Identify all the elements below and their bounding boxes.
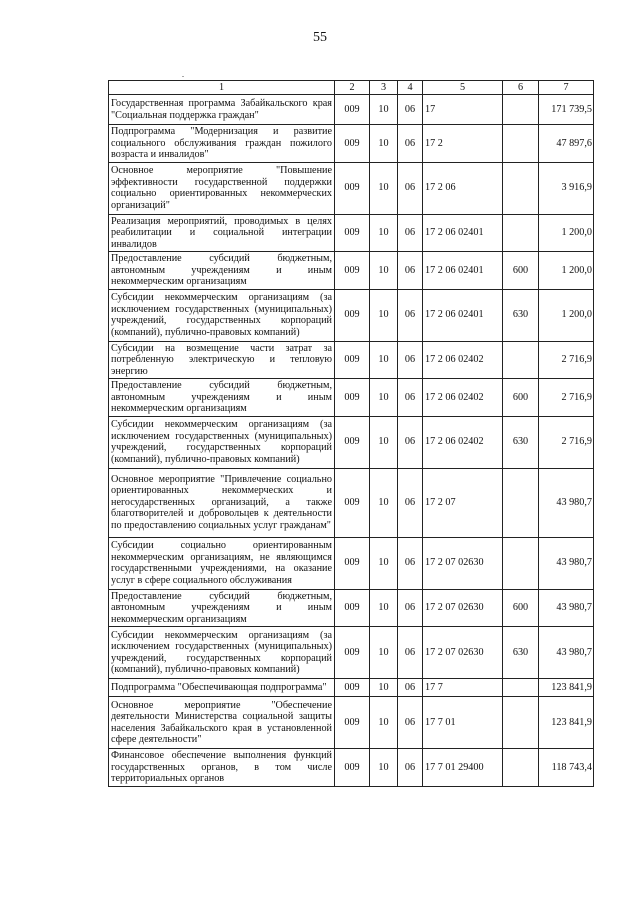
cell-target-code: 17 2 06 02401 [423, 252, 503, 290]
cell-subsection: 06 [398, 125, 423, 163]
cell-target-code: 17 2 07 [423, 468, 503, 537]
table-row [109, 95, 594, 125]
cell-name: Предоставление субсидий бюджетным, автономным учреждениям и иным некоммерческим организациям [109, 589, 335, 627]
cell-expense-kind: 630 [503, 416, 539, 468]
cell-amount: 171 739,5 [539, 95, 594, 125]
cell-subsection: 06 [398, 95, 423, 125]
cell-amount: 43 980,7 [539, 468, 594, 537]
cell-ministry: 009 [335, 289, 370, 341]
cell-target-code: 17 2 06 02402 [423, 416, 503, 468]
cell-expense-kind: 600 [503, 252, 539, 290]
cell-subsection: 06 [398, 589, 423, 627]
cell-amount: 1 200,0 [539, 252, 594, 290]
cell-amount: 1 200,0 [539, 214, 594, 252]
cell-amount: 47 897,6 [539, 125, 594, 163]
header-col-1: 1 [109, 81, 335, 95]
cell-ministry: 009 [335, 95, 370, 125]
cell-subsection: 06 [398, 679, 423, 697]
header-col-2: 2 [335, 81, 370, 95]
cell-subsection: 06 [398, 697, 423, 749]
cell-expense-kind [503, 468, 539, 537]
cell-target-code: 17 2 07 02630 [423, 627, 503, 679]
cell-amount: 123 841,9 [539, 679, 594, 697]
cell-subsection: 06 [398, 749, 423, 787]
table-row [109, 589, 594, 627]
cell-ministry: 009 [335, 252, 370, 290]
cell-ministry: 009 [335, 341, 370, 379]
cell-name: Субсидии некоммерческим организациям (за исключением государственных (муниципальных) учреждений, государственных корпораций (компаний), публично-правовых компаний) [109, 289, 335, 341]
cell-section: 10 [370, 627, 398, 679]
cell-name: Субсидии некоммерческим организациям (за исключением государственных (муниципальных) учреждений, государственных корпораций (компаний), публично-правовых компаний) [109, 416, 335, 468]
header-col-5: 5 [423, 81, 503, 95]
cell-target-code: 17 2 06 [423, 162, 503, 214]
cell-amount: 118 743,4 [539, 749, 594, 787]
cell-ministry: 009 [335, 214, 370, 252]
cell-target-code: 17 2 06 02401 [423, 289, 503, 341]
cell-expense-kind: 600 [503, 379, 539, 417]
cell-section: 10 [370, 162, 398, 214]
cell-ministry: 009 [335, 468, 370, 537]
cell-section: 10 [370, 95, 398, 125]
cell-expense-kind [503, 679, 539, 697]
cell-ministry: 009 [335, 162, 370, 214]
cell-name: Основное мероприятие "Привлечение социально ориентированных некоммерческих и негосударственных организаций, а также благотворителей и добровольцев к деятельности по предоставлению социальных услуг гражданам" [109, 468, 335, 537]
cell-name: Предоставление субсидий бюджетным, автономным учреждениям и иным некоммерческим организациям [109, 252, 335, 290]
table-row [109, 162, 594, 214]
table-row [109, 468, 594, 537]
header-col-4: 4 [398, 81, 423, 95]
cell-subsection: 06 [398, 379, 423, 417]
cell-subsection: 06 [398, 416, 423, 468]
cell-amount: 43 980,7 [539, 627, 594, 679]
cell-amount: 43 980,7 [539, 537, 594, 589]
cell-section: 10 [370, 252, 398, 290]
table-row [109, 627, 594, 679]
header-col-7: 7 [539, 81, 594, 95]
cell-subsection: 06 [398, 214, 423, 252]
header-col-3: 3 [370, 81, 398, 95]
cell-target-code: 17 7 01 [423, 697, 503, 749]
scan-mark: . [182, 70, 184, 79]
cell-section: 10 [370, 679, 398, 697]
cell-target-code: 17 2 [423, 125, 503, 163]
cell-section: 10 [370, 416, 398, 468]
cell-target-code: 17 2 07 02630 [423, 589, 503, 627]
table-row [109, 125, 594, 163]
cell-section: 10 [370, 379, 398, 417]
cell-ministry: 009 [335, 679, 370, 697]
cell-expense-kind [503, 162, 539, 214]
cell-section: 10 [370, 125, 398, 163]
cell-section: 10 [370, 341, 398, 379]
cell-amount: 2 716,9 [539, 379, 594, 417]
cell-target-code: 17 7 [423, 679, 503, 697]
cell-section: 10 [370, 697, 398, 749]
cell-amount: 3 916,9 [539, 162, 594, 214]
cell-subsection: 06 [398, 252, 423, 290]
cell-expense-kind [503, 341, 539, 379]
cell-target-code: 17 2 06 02402 [423, 341, 503, 379]
cell-subsection: 06 [398, 341, 423, 379]
cell-subsection: 06 [398, 627, 423, 679]
cell-amount: 123 841,9 [539, 697, 594, 749]
cell-name: Основное мероприятие "Обеспечение деятельности Министерства социальной защиты населения Забайкальского края в установленной сфере деятельности" [109, 697, 335, 749]
page-number: 55 [313, 30, 327, 45]
cell-expense-kind: 630 [503, 627, 539, 679]
cell-section: 10 [370, 214, 398, 252]
cell-name: Субсидии социально ориентированным некоммерческим организациям, не являющимся государственными учреждениями, на оказание услуг в сфере социального обслуживания [109, 537, 335, 589]
header-col-6: 6 [503, 81, 539, 95]
cell-amount: 2 716,9 [539, 341, 594, 379]
cell-name: Подпрограмма "Модернизация и развитие социального обслуживания граждан пожилого возраста и инвалидов" [109, 125, 335, 163]
cell-ministry: 009 [335, 749, 370, 787]
cell-target-code: 17 2 06 02402 [423, 379, 503, 417]
cell-section: 10 [370, 749, 398, 787]
cell-ministry: 009 [335, 627, 370, 679]
cell-name: Предоставление субсидий бюджетным, автономным учреждениям и иным некоммерческим организациям [109, 379, 335, 417]
cell-expense-kind [503, 214, 539, 252]
cell-subsection: 06 [398, 468, 423, 537]
cell-ministry: 009 [335, 589, 370, 627]
header-row [109, 81, 594, 95]
table-row [109, 341, 594, 379]
cell-subsection: 06 [398, 537, 423, 589]
cell-target-code: 17 2 06 02401 [423, 214, 503, 252]
cell-target-code: 17 2 07 02630 [423, 537, 503, 589]
cell-expense-kind: 630 [503, 289, 539, 341]
table-row [109, 749, 594, 787]
table-row [109, 252, 594, 290]
cell-target-code: 17 7 01 29400 [423, 749, 503, 787]
table-row [109, 537, 594, 589]
cell-expense-kind [503, 95, 539, 125]
table-row [109, 214, 594, 252]
cell-ministry: 009 [335, 697, 370, 749]
cell-name: Финансовое обеспечение выполнения функций государственных органов, в том числе территориальных органов [109, 749, 335, 787]
cell-name: Реализация мероприятий, проводимых в целях реабилитации и социальной интеграции инвалидов [109, 214, 335, 252]
cell-expense-kind [503, 537, 539, 589]
table-row [109, 416, 594, 468]
table-row [109, 289, 594, 341]
cell-name: Основное мероприятие "Повышение эффективности государственной поддержки социально ориентированных некоммерческих организаций" [109, 162, 335, 214]
table-row [109, 697, 594, 749]
cell-ministry: 009 [335, 537, 370, 589]
cell-name: Субсидии на возмещение части затрат за потребленную электрическую и тепловую энергию [109, 341, 335, 379]
cell-name: Государственная программа Забайкальского края "Социальная поддержка граждан" [109, 95, 335, 125]
cell-subsection: 06 [398, 162, 423, 214]
table-row [109, 379, 594, 417]
cell-subsection: 06 [398, 289, 423, 341]
cell-ministry: 009 [335, 379, 370, 417]
table-body [109, 95, 594, 787]
cell-target-code: 17 [423, 95, 503, 125]
cell-expense-kind [503, 697, 539, 749]
table-row [109, 679, 594, 697]
cell-section: 10 [370, 468, 398, 537]
cell-ministry: 009 [335, 416, 370, 468]
cell-section: 10 [370, 537, 398, 589]
cell-section: 10 [370, 289, 398, 341]
cell-amount: 2 716,9 [539, 416, 594, 468]
cell-amount: 1 200,0 [539, 289, 594, 341]
cell-expense-kind [503, 749, 539, 787]
cell-name: Подпрограмма "Обеспечивающая подпрограмма" [109, 679, 335, 697]
cell-name: Субсидии некоммерческим организациям (за исключением государственных (муниципальных) учреждений, государственных корпораций (компаний), публично-правовых компаний) [109, 627, 335, 679]
cell-section: 10 [370, 589, 398, 627]
cell-expense-kind: 600 [503, 589, 539, 627]
cell-amount: 43 980,7 [539, 589, 594, 627]
budget-table [108, 80, 594, 787]
cell-expense-kind [503, 125, 539, 163]
cell-ministry: 009 [335, 125, 370, 163]
